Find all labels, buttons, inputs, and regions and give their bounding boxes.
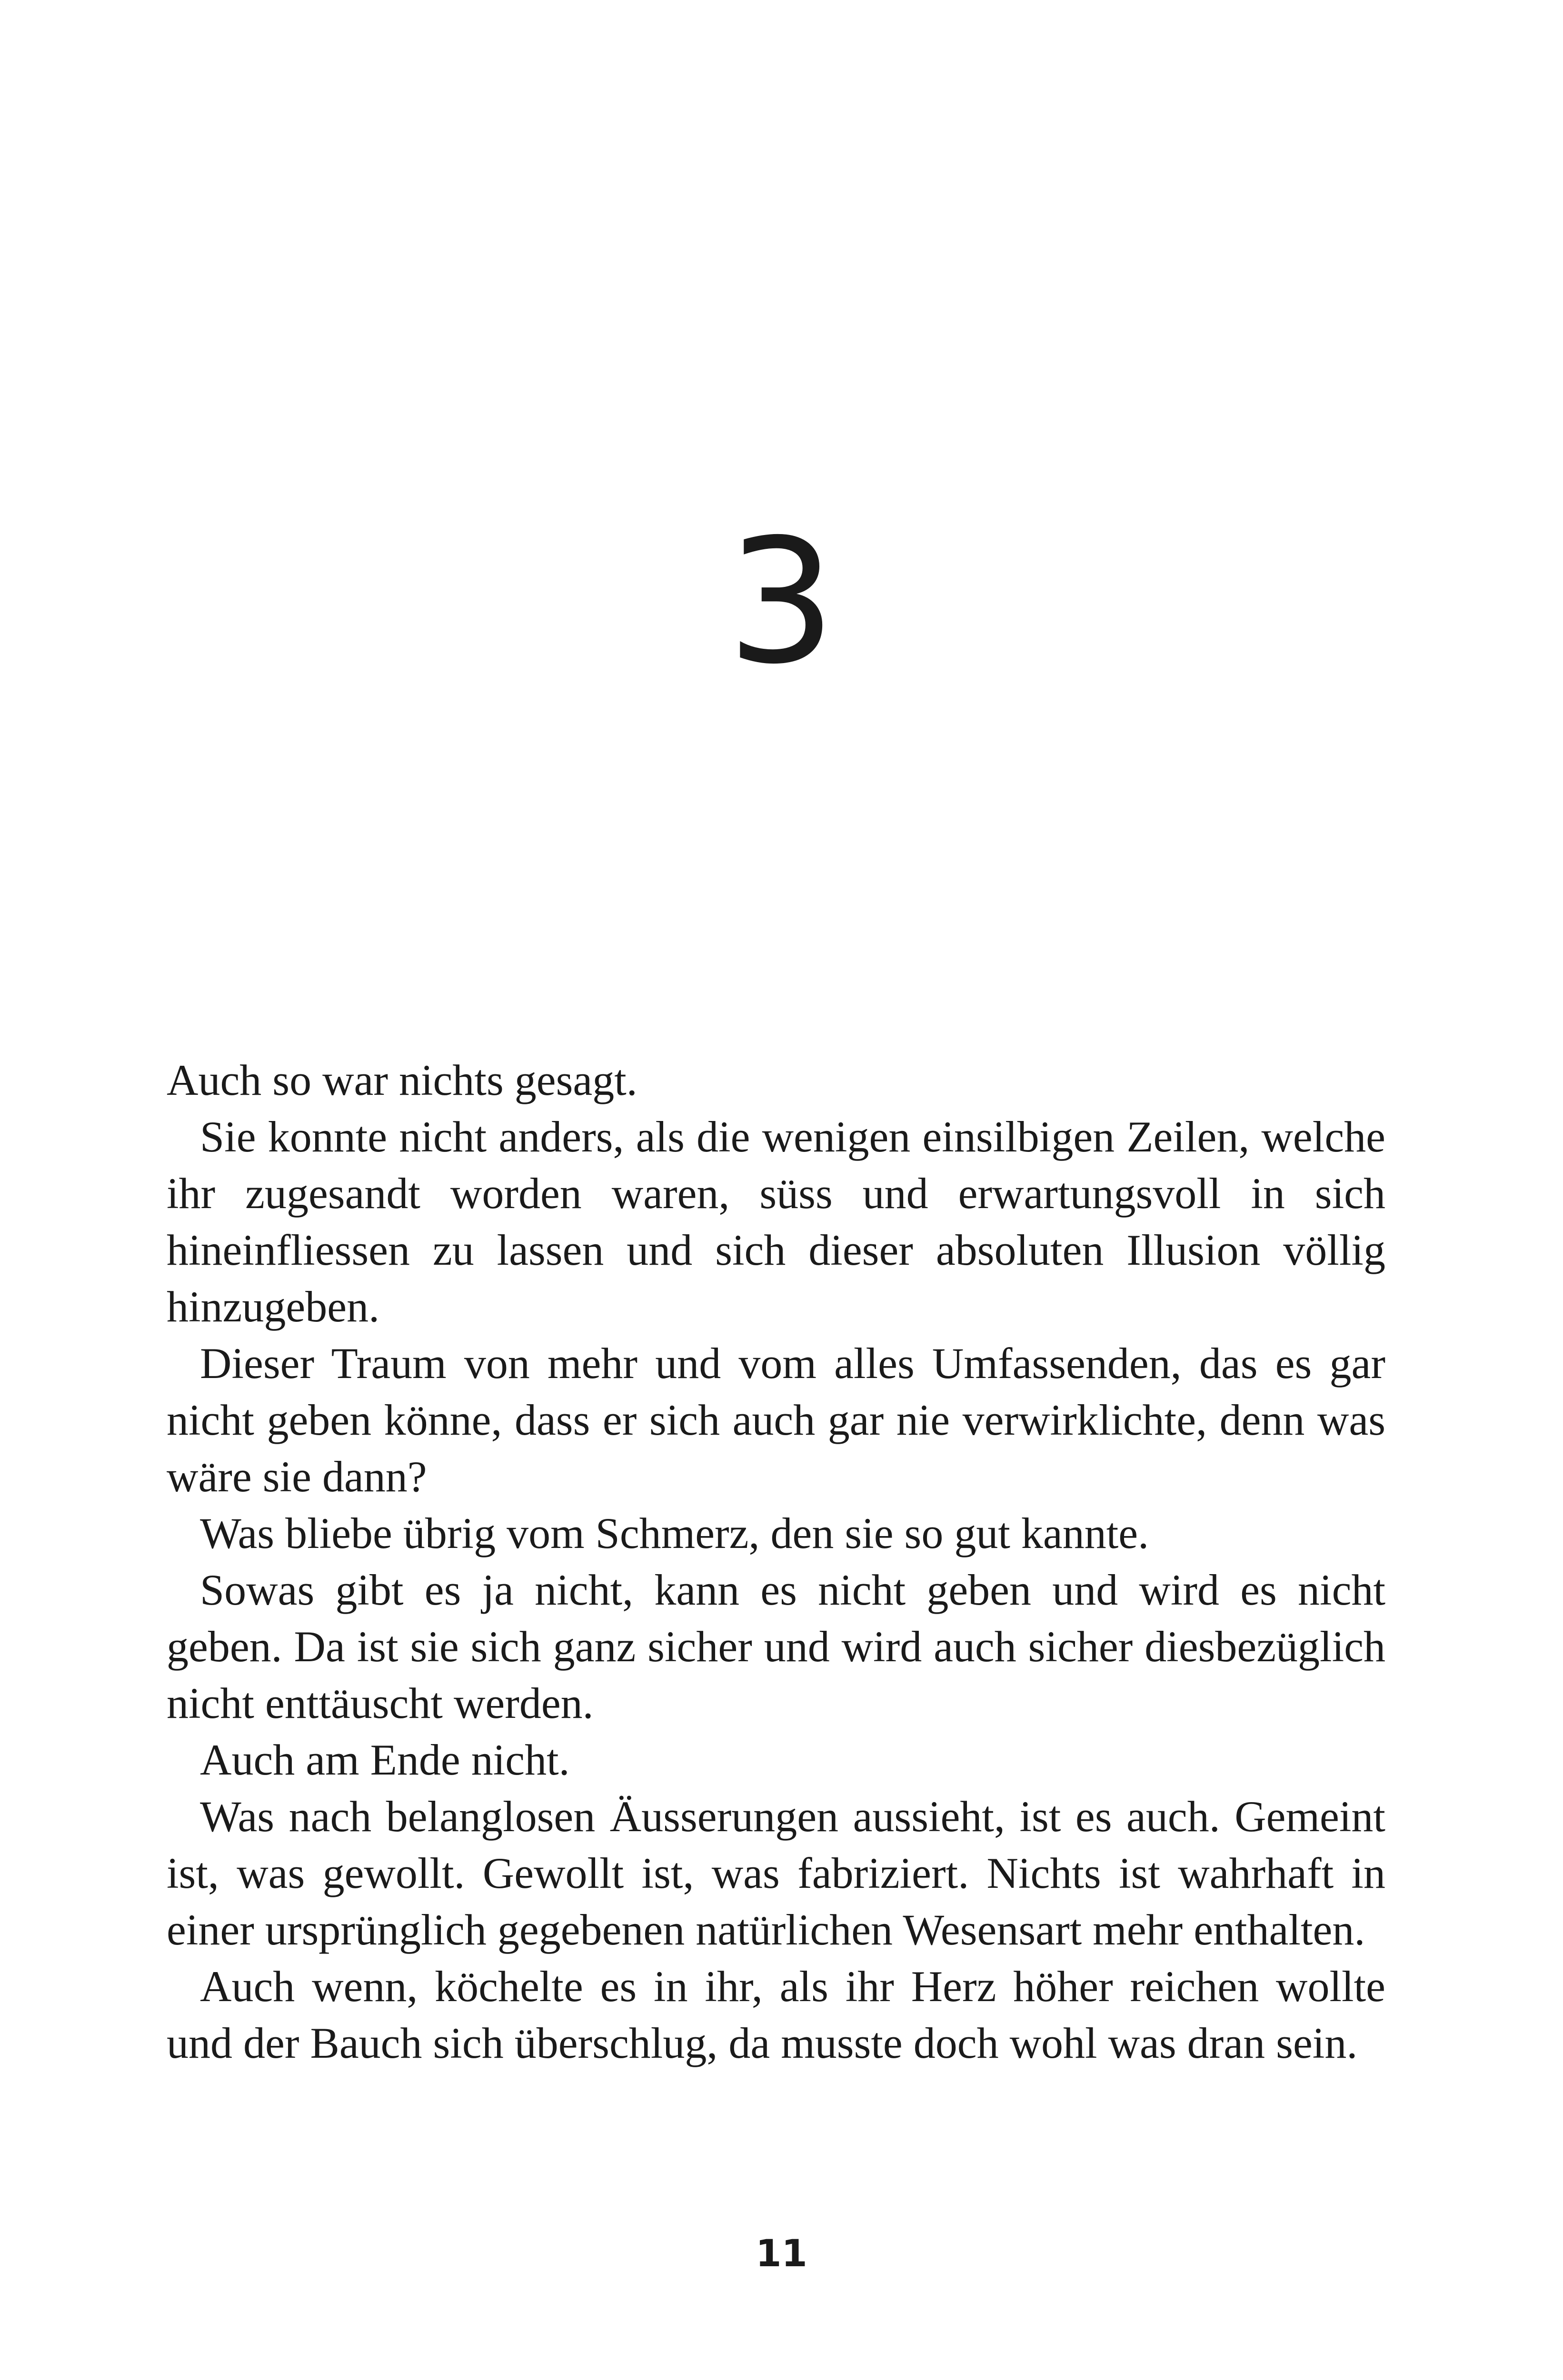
paragraph-6: Auch am Ende nicht. bbox=[200, 1735, 570, 1784]
paragraph-3: Dieser Traum von mehr und vom alles Umfassenden, das es gar nicht geben könne, dass er sich auch gar nie verwirklichte, denn was wäre sie dann? bbox=[167, 1339, 1385, 1501]
paragraph-2: Sie konnte nicht anders, als die wenigen einsilbigen Zeilen, welche ihr zugesandt worden waren, süss und erwartungsvoll in sich hineinfliessen zu lassen und sich dieser absoluten Illusion völlig hinzugeben. bbox=[167, 1112, 1385, 1331]
paragraph-4: Was bliebe übrig vom Schmerz, den sie so gut kannte. bbox=[200, 1509, 1149, 1557]
paragraph-5: Sowas gibt es ja nicht, kann es nicht geben und wird es nicht geben. Da ist sie sich ganz sicher und wird auch sicher diesbezüglich nicht enttäuscht werden. bbox=[167, 1566, 1385, 1727]
paragraph-8: Auch wenn, köchelte es in ihr, als ihr Herz höher reichen wollte und der Bauch sich überschlug, da musste doch wohl was dran sein. bbox=[167, 1962, 1385, 2067]
paragraph-1: Auch so war nichts gesagt. bbox=[167, 1056, 637, 1104]
page-number: 11 bbox=[756, 2232, 807, 2275]
chapter-number: 3 bbox=[727, 502, 836, 702]
paragraph-7: Was nach belanglosen Äusserungen aussieht, ist es auch. Gemeint ist, was gewollt. Gewollt ist, was fabriziert. Nichts ist wahrhaft in einer ursprünglich gegebenen natürlichen Wesensart mehr enthalten. bbox=[167, 1792, 1385, 1954]
body-text bbox=[167, 1052, 1385, 2072]
